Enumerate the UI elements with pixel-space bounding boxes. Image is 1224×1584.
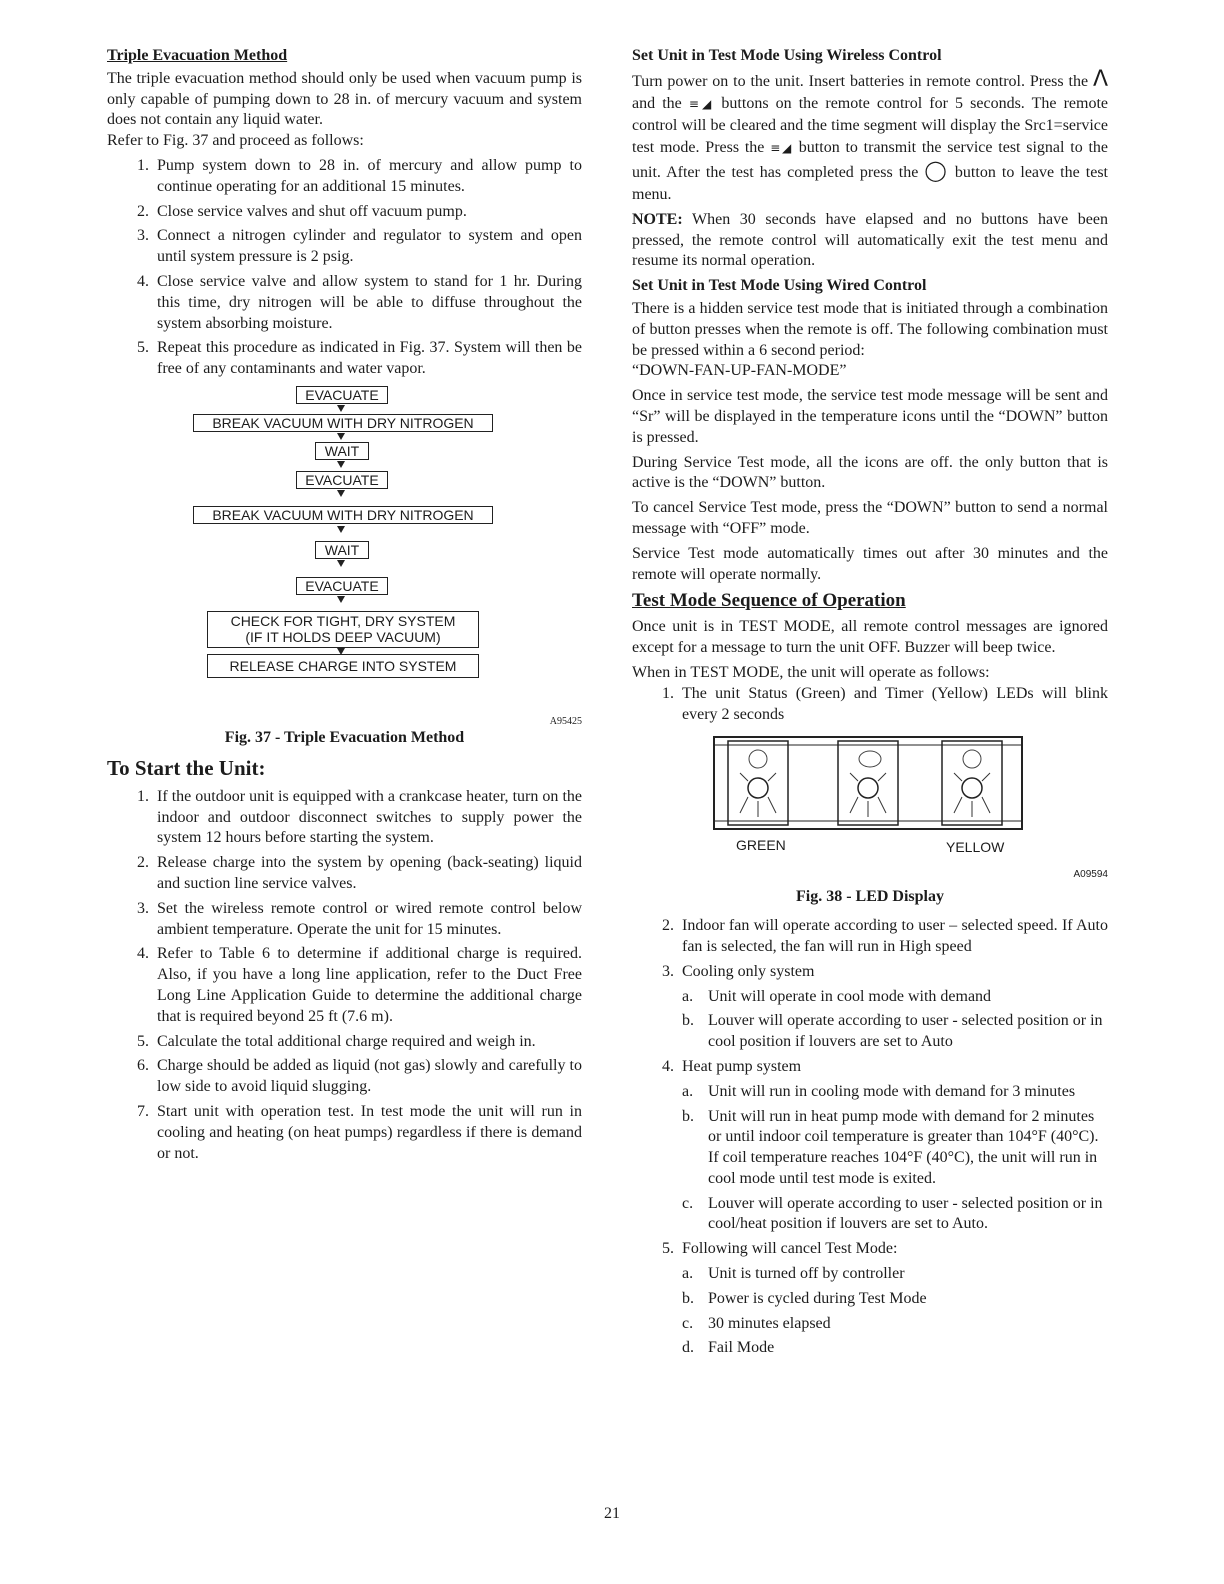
cooling-only-list <box>682 987 1108 1053</box>
flow-check-line2: (IF IT HOLDS DEEP VACUUM) <box>245 628 441 645</box>
list-item: b. Louver will operate according to user - selected position or in cool position if louvers are set to Auto <box>682 1012 1103 1051</box>
list-item: 6. Charge should be added as liquid (not gas) slowly and carefully to low side to avoid liquid slugging. <box>137 1057 582 1096</box>
triple-intro: The triple evacuation method should only be used when vacuum pump is only capable of pumping down to 28 in. of mercury vacuum and system does not contain any liquid water. <box>107 69 582 129</box>
seq-p1: Once unit is in TEST MODE, all remote control messages are ignored except for a message to turn the unit OFF. Buzzer will beep twice. <box>632 618 1108 657</box>
flow-arrow <box>337 405 345 412</box>
list-item: b. Power is cycled during Test Mode <box>682 1289 927 1307</box>
list-item: 1. Pump system down to 28 in. of mercury and allow pump to continue operating for an additional 15 minutes. <box>137 156 582 195</box>
test-signal-icon: ≡◢ <box>770 140 794 155</box>
flow-check-system <box>207 611 479 648</box>
yellow-label: YELLOW <box>946 839 1005 856</box>
wireless-paragraph: Turn power on to the unit. Insert batteries in remote control. Press the Λ and the ≡◢ buttons on the remote control for 5 seconds. The remote control will be cleared and the time segment will display the Src1=service test mode. Press the ≡◢ button to transmit the service test signal to the unit. After the test has completed press the ◯ button to leave the test menu. <box>632 66 1109 203</box>
start-steps-list <box>107 787 582 1165</box>
list-item: a. Unit will run in cooling mode with demand for 3 minutes <box>682 1082 1076 1100</box>
list-item: 4. Refer to Table 6 to determine if additional charge is required. Also, if you have a long line application, refer to the Duct Free Long Line Application Guide to determine the additional charge that is required beyond 25 ft (7.6 m). <box>137 945 582 1025</box>
flow-wait-2: WAIT <box>315 541 369 559</box>
page-number: 21 <box>604 1505 620 1522</box>
green-label: GREEN <box>736 837 786 854</box>
flow-arrow <box>337 461 345 468</box>
list-item: d. Fail Mode <box>682 1339 775 1357</box>
led-status <box>728 741 788 825</box>
flow-arrow <box>337 433 345 440</box>
triple-refer: Refer to Fig. 37 and proceed as follows: <box>107 132 364 150</box>
flow-evacuate-3: EVACUATE <box>296 577 388 595</box>
list-item: 1. If the outdoor unit is equipped with a crankcase heater, turn on the indoor and outdoor disconnect switches to supply power the system 12 hours before starting the system. <box>137 787 582 847</box>
up-arrow-icon: Λ <box>1092 66 1109 92</box>
flow-arrow <box>337 526 345 533</box>
list-item: 7. Start unit with operation test. In test mode the unit will run in cooling and heating (on heat pumps) regardless if there is demand or not. <box>137 1102 582 1162</box>
flow-evacuate-1: EVACUATE <box>296 386 388 404</box>
sequence-heading: Test Mode Sequence of Operation <box>632 590 906 612</box>
list-item: 5. Calculate the total additional charge required and weigh in. <box>137 1032 536 1050</box>
led-timer <box>838 741 898 825</box>
list-item: 3. Cooling only system a. Unit will operate in cool mode with demand b. Louver will operate according to user - selected position or in cool position if louvers are set to Auto <box>632 962 1108 1053</box>
list-item: 2. Close service valves and shut off vacuum pump. <box>137 202 467 220</box>
triple-steps-list <box>107 156 582 380</box>
flow-arrow <box>337 560 345 567</box>
list-item: 1. The unit Status (Green) and Timer (Yellow) LEDs will blink every 2 seconds <box>662 684 1108 723</box>
list-item: a. Unit is turned off by controller <box>682 1265 905 1283</box>
start-unit-heading: To Start the Unit: <box>107 755 266 780</box>
list-item: 2. Indoor fan will operate according to user – selected speed. If Auto fan is selected, the fan will run in High speed <box>662 917 1108 955</box>
led-fan <box>942 741 1002 825</box>
wired-p5: Service Test mode automatically times out after 30 minutes and the remote will operate normally. <box>632 544 1108 583</box>
list-item: b. Unit will run in heat pump mode with demand for 2 minutes or until indoor coil temperature is greater than 104°F (40°C). If coil temperature reaches 104°F (40°C), the unit will run in cool mode until test mode is exited. <box>682 1107 1099 1187</box>
led-display-figure <box>632 733 1108 893</box>
note-paragraph: NOTE: When 30 seconds have elapsed and no buttons have been pressed, the remote control will automatically exit the test menu and resume its normal operation. <box>632 210 1108 270</box>
left-column <box>107 46 582 1168</box>
triple-evacuation-flowchart <box>107 386 582 736</box>
right-column <box>632 46 1108 1363</box>
flow-check-line1: CHECK FOR TIGHT, DRY SYSTEM <box>230 612 456 629</box>
list-item: 3. Set the wireless remote control or wired remote control below ambient temperature. Operate the unit for 15 minutes. <box>137 899 582 938</box>
list-item: 2. Release charge into the system by opening (back-seating) liquid and suction line service valves. <box>137 854 582 892</box>
wired-p1: There is a hidden service test mode that is initiated through a combination of button presses when the remote is off. The following combination must be pressed within a 6 second period: <box>632 299 1108 359</box>
list-item: c. 30 minutes elapsed <box>682 1314 831 1332</box>
wired-heading: Set Unit in Test Mode Using Wired Control <box>632 277 927 295</box>
flow-arrow <box>337 596 345 603</box>
list-item: 5. Repeat this procedure as indicated in Fig. 37. System will then be free of any contaminants and water vapor. <box>137 339 582 378</box>
flow-break-vacuum-1: BREAK VACUUM WITH DRY NITROGEN <box>193 414 493 432</box>
flow-evacuate-2: EVACUATE <box>296 471 388 489</box>
wireless-heading: Set Unit in Test Mode Using Wireless Control <box>632 47 942 64</box>
list-item: 4. Heat pump system a. Unit will run in cooling mode with demand for 3 minutes b. Unit will run in heat pump mode with demand for 2 minutes or until indoor coil temperature is greater than 104°F (40°C). If coil temperature reaches 104°F (40°C), the unit will run in cool mode until test mode is exited. c. Louver will operate according to user - selected position or in cool/heat position if louvers are set to Auto. <box>632 1057 1108 1235</box>
fig37-id: A95425 <box>549 715 582 727</box>
heat-pump-list <box>682 1082 1108 1236</box>
flow-wait-1: WAIT <box>315 442 369 460</box>
cancel-test-mode-list <box>682 1264 1108 1359</box>
fig38-id: A09594 <box>1073 869 1108 881</box>
test-signal-icon: ≡◢ <box>688 96 715 111</box>
seq-p2: When in TEST MODE, the unit will operate as follows: <box>632 663 990 681</box>
wired-p3: During Service Test mode, all the icons are off. the only button that is active is the “DOWN” button. <box>632 453 1108 492</box>
sequence-list-b <box>632 916 1108 1359</box>
flow-arrow <box>337 490 345 497</box>
list-item: c. Louver will operate according to user - selected position or in cool/heat position if louvers are set to Auto. <box>682 1194 1103 1233</box>
fig37-caption: Fig. 37 - Triple Evacuation Method <box>224 728 465 746</box>
list-item: 4. Close service valve and allow system to stand for 1 hr. During this time, dry nitrogen will be able to diffuse throughout the system absorbing moisture. <box>137 272 582 332</box>
led-display-diagram <box>632 733 1108 893</box>
flow-release-charge: RELEASE CHARGE INTO SYSTEM <box>207 654 479 678</box>
flow-break-vacuum-2: BREAK VACUUM WITH DRY NITROGEN <box>193 506 493 524</box>
power-icon: ◯ <box>924 157 949 182</box>
list-item: a. Unit will operate in cool mode with demand <box>682 987 992 1005</box>
wired-p4: To cancel Service Test mode, press the “DOWN” button to send a normal message with “OFF” mode. <box>632 499 1108 537</box>
triple-evacuation-heading: Triple Evacuation Method <box>107 47 288 64</box>
list-item: 5. Following will cancel Test Mode: a. Unit is turned off by controller b. Power is cycled during Test Mode c. 30 minutes elapsed d. Fail Mode <box>632 1239 1108 1359</box>
fig38-caption: Fig. 38 - LED Display <box>795 888 944 906</box>
wired-combo: “DOWN-FAN-UP-FAN-MODE” <box>632 362 847 380</box>
sequence-list-a <box>632 684 1108 726</box>
wired-p2: Once in service test mode, the service test mode message will be sent and “Sr” will be displayed in the temperature icons until the “DOWN” button is pressed. <box>632 387 1108 446</box>
list-item: 3. Connect a nitrogen cylinder and regulator to system and open until system pressure is 2 psig. <box>137 227 582 266</box>
